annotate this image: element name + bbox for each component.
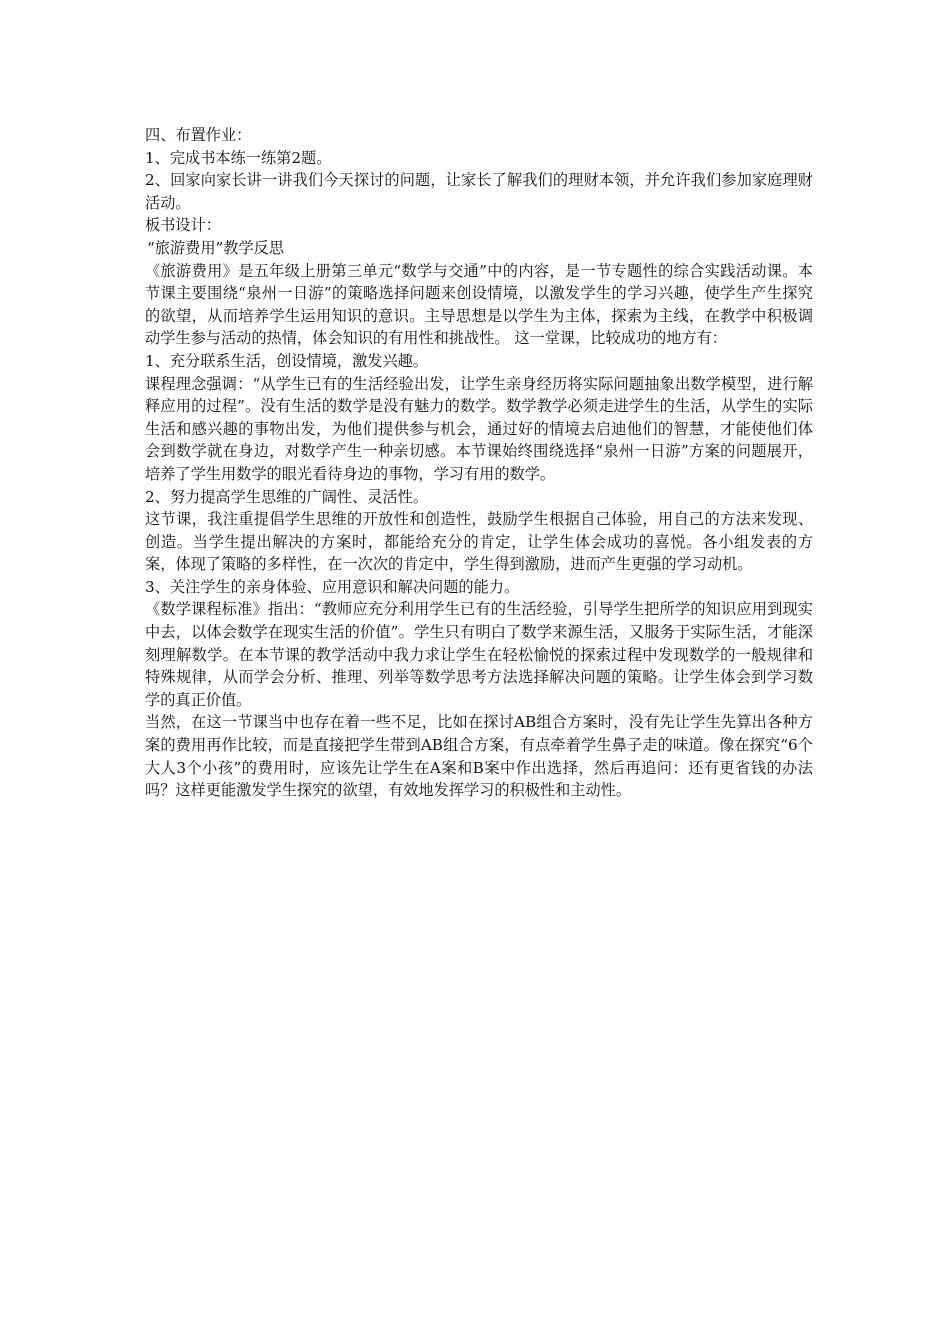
homework-heading: 四、布置作业： bbox=[145, 126, 252, 144]
board-design-heading: 板书设计： bbox=[145, 216, 221, 235]
point-3-paragraph: 《数学课程标准》指出：“教师应充分利用学生已有的生活经验，引导学生把所学的知识应用到现实中去，以体会数学在现实生活的价值”。学生只有明白了数学来源生活，又服务于实际生活，才能深刻理解数学。在本节课的教学活动中我力求让学生在轻松愉悦的探索过程中发现数学的一般规律和特殊规律，从而学会分析、推理、列举等数学思考方法选择解决问题的策略。让学生体会到学习数学的真正价值。 bbox=[145, 600, 813, 709]
reflection-title: “旅游费用”教学反思 bbox=[147, 238, 285, 257]
reflection-intro-paragraph: 《旅游费用》是五年级上册第三单元“数学与交通”中的内容，是一节专题性的综合实践活动课。本节课主要围绕“泉州一日游”的策略选择问题来创设情境，以激发学生的学习兴趣，使学生产生探究的欲望，从而培养学生运用知识的意识。主导思想是以学生为主体，探索为主线，在教学中积极调动学生参与活动的热情，体会知识的有用性和挑战性。 这一堂课，比较成功的地方有： bbox=[145, 261, 813, 348]
point-2-paragraph: 这节课，我注重提倡学生思维的开放性和创造性，鼓励学生根据自己体验，用自己的方法来发现、创造。当学生提出解决的方案时，都能给充分的肯定，让学生体会成功的喜悦。各小组发表的方案，体现了策略的多样性，在一次次的肯定中，学生得到激励，进而产生更强的学习动机。 bbox=[145, 510, 813, 574]
homework-item-2: 2、回家向家长讲一讲我们今天探讨的问题，让家长了解我们的理财本领，并允许我们参加家庭理财活动。 bbox=[145, 171, 813, 212]
document-page bbox=[145, 124, 813, 802]
point-3-heading: 3、关注学生的亲身体验、应用意识和解决问题的能力。 bbox=[145, 577, 520, 596]
point-2-heading: 2、努力提高学生思维的广阔性、灵活性。 bbox=[145, 487, 429, 506]
homework-item-1: 1、完成书本练一练第2题。 bbox=[145, 148, 332, 167]
shortcomings-paragraph: 当然，在这一节课当中也存在着一些不足，比如在探讨AB组合方案时，没有先让学生先算出各种方案的费用再作比较，而是直接把学生带到AB组合方案，有点牵着学生鼻子走的味道。像在探究“6个大人3个小孩”的费用时，应该先让学生在A案和B案中作出选择，然后再追问：还有更省钱的办法吗？这样更能激发学生探究的欲望，有效地发挥学习的积极性和主动性。 bbox=[145, 713, 813, 800]
point-1-paragraph: 课程理念强调：“从学生已有的生活经验出发，让学生亲身经历将实际问题抽象出数学模型，进行解释应用的过程”。没有生活的数学是没有魅力的数学。数学教学必须走进学生的生活，从学生的实际生活和感兴趣的事物出发，为他们提供参与机会，通过好的情境去启迪他们的智慧，才能使他们体会到数学就在身边，对数学产生一种亲切感。本节课始终围绕选择“泉州一日游”方案的问题展开，培养了学生用数学的眼光看待身边的事物，学习有用的数学。 bbox=[145, 374, 813, 483]
point-1-heading: 1、充分联系生活，创设情境，激发兴趣。 bbox=[145, 351, 429, 370]
